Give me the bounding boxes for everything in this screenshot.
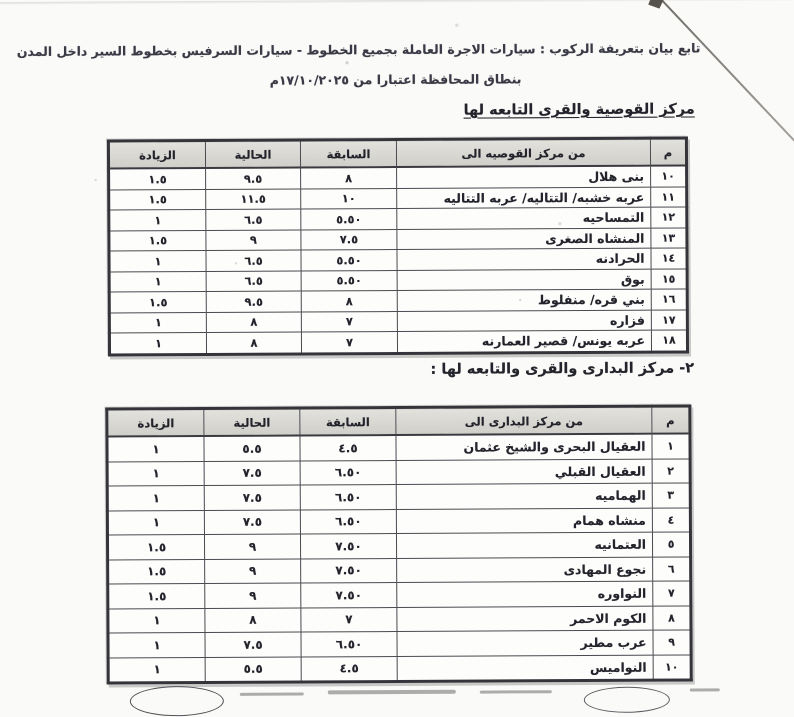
row-number-cell: ١١ xyxy=(651,186,687,207)
row-number-cell: ٨ xyxy=(653,605,691,630)
previous-fare-cell: ٤.٥ xyxy=(301,656,397,682)
route-name-cell: الهماميه xyxy=(396,483,652,509)
increase-cell: ١ xyxy=(109,332,206,354)
table-header-row xyxy=(107,406,690,437)
row-number-cell: ١٠ xyxy=(653,654,691,680)
increase-cell: ١ xyxy=(109,250,206,271)
increase-cell: ١ xyxy=(108,657,205,683)
header-increase: الزيادة xyxy=(107,409,204,437)
row-number-cell: ١٠ xyxy=(651,165,687,186)
table-row xyxy=(107,433,690,461)
increase-cell: ١ xyxy=(109,312,206,333)
row-number-cell: ٢ xyxy=(652,458,690,483)
section2-title: ٢- مركز البدارى والقرى والتابعه لها : xyxy=(430,360,695,378)
table-row xyxy=(109,165,687,189)
table-row xyxy=(107,532,690,560)
route-name-cell: بنى هلال xyxy=(397,166,651,188)
route-name-cell: المنشاه الصغرى xyxy=(397,228,651,250)
previous-fare-cell: ٧ xyxy=(301,331,397,353)
clipped-text-fragment xyxy=(328,690,456,694)
previous-fare-cell: ٧ xyxy=(301,607,397,632)
route-name-cell: النواوره xyxy=(397,581,653,607)
previous-fare-cell: ٤.٥ xyxy=(300,435,396,461)
header-num: م xyxy=(652,406,690,434)
clipped-text-fragment xyxy=(240,692,304,695)
previous-fare-cell: ٨ xyxy=(301,290,397,311)
previous-fare-cell: ٧.٥٠ xyxy=(301,583,397,608)
header-increase: الزيادة xyxy=(108,141,205,169)
row-number-cell: ٦ xyxy=(653,556,691,581)
row-number-cell: ٣ xyxy=(652,483,690,508)
current-fare-cell: ٩ xyxy=(205,583,301,608)
increase-cell: ١.٥ xyxy=(109,291,206,312)
route-name-cell: عرب مطير xyxy=(397,630,653,656)
fare-table-badari xyxy=(105,404,692,684)
previous-fare-cell: ٧.٥ xyxy=(301,229,397,250)
current-fare-cell: ٩ xyxy=(204,534,300,559)
row-number-cell: ١٦ xyxy=(651,289,687,310)
previous-fare-cell: ٦.٥٠ xyxy=(301,632,397,657)
row-number-cell: ٤ xyxy=(652,507,690,532)
route-name-cell: بني قره/ منفلوط xyxy=(397,289,651,311)
increase-cell: ١.٥ xyxy=(109,189,206,210)
current-fare-cell: ٦.٥ xyxy=(206,209,301,230)
row-number-cell: ١٥ xyxy=(651,268,687,289)
current-fare-cell: ٧.٥ xyxy=(204,485,300,510)
previous-fare-cell: ١٠ xyxy=(301,188,397,209)
route-name-cell: التمساحيه xyxy=(397,207,651,229)
page-fold-line xyxy=(655,0,794,152)
clipped-text-fragment xyxy=(690,688,720,691)
row-number-cell: ١٢ xyxy=(651,207,687,228)
current-fare-cell: ٩ xyxy=(205,559,301,584)
corner-ink-mark xyxy=(648,0,664,9)
route-name-cell: نجوع المهادى xyxy=(397,557,653,583)
header-route: من مركز البدارى الى xyxy=(396,406,652,435)
document-title-line2: بنطاق المحافظة اعتبارا من ١٧/١٠/٢٠٢٥م xyxy=(269,71,522,88)
route-name-cell: عربه خشبه/ التتاليه/ عربه التتاليه xyxy=(397,187,651,209)
table-row xyxy=(107,483,690,511)
header-route: من مركز القوصيه الى xyxy=(396,138,650,167)
previous-fare-cell: ٧.٥٠ xyxy=(301,558,397,583)
route-name-cell: النواميس xyxy=(397,655,653,682)
route-name-cell: الكوم الاحمر xyxy=(397,606,653,632)
row-number-cell: ٥ xyxy=(652,532,690,557)
previous-fare-cell: ٧ xyxy=(301,311,397,332)
route-name-cell: العتمانيه xyxy=(396,532,652,558)
current-fare-cell: ٧.٥ xyxy=(204,510,300,535)
table-row xyxy=(108,654,691,683)
header-num: م xyxy=(650,138,686,166)
route-name-cell: العقيال القبلي xyxy=(396,459,652,485)
header-previous-fare: السابقة xyxy=(300,408,396,436)
route-name-cell: عربه يونس/ قصير العمارنه xyxy=(397,330,651,353)
current-fare-cell: ٨ xyxy=(206,332,301,354)
previous-fare-cell: ٦.٥٠ xyxy=(300,460,396,485)
current-fare-cell: ١١.٥ xyxy=(206,189,301,210)
previous-fare-cell: ٥.٥٠ xyxy=(301,270,397,291)
header-previous-fare: السابقة xyxy=(300,140,396,168)
scan-edge-shadow xyxy=(0,0,792,5)
route-name-cell: منشاه همام xyxy=(396,508,652,534)
table-row xyxy=(107,507,690,535)
route-name-cell: الحرادنه xyxy=(397,248,651,270)
increase-cell: ١.٥ xyxy=(107,535,204,560)
row-number-cell: ١ xyxy=(652,433,690,458)
increase-cell: ١.٥ xyxy=(108,559,205,584)
row-number-cell: ٩ xyxy=(653,630,691,655)
route-name-cell: بوق xyxy=(397,269,651,291)
table-row xyxy=(108,556,691,584)
increase-cell: ١.٥ xyxy=(109,230,206,251)
row-number-cell: ١٤ xyxy=(651,248,687,269)
previous-fare-cell: ٧.٥٠ xyxy=(300,534,396,559)
table-row xyxy=(108,581,691,609)
current-fare-cell: ٨ xyxy=(205,608,301,633)
handwritten-circle-mark xyxy=(130,686,224,716)
row-number-cell: ١٧ xyxy=(651,309,687,330)
table-row xyxy=(108,630,691,658)
current-fare-cell: ٩ xyxy=(206,230,301,251)
previous-fare-cell: ٨ xyxy=(301,167,397,189)
increase-cell: ١ xyxy=(109,271,206,292)
table-row xyxy=(107,458,690,486)
document-title-line1: تابع بيان بتعريفة الركوب : سيارات الاجرة العاملة بجميع الخطوط - سيارات السرفيس بخطوط السير داخل المدن xyxy=(16,40,701,59)
increase-cell: ١ xyxy=(107,436,204,462)
table-row xyxy=(109,330,687,355)
previous-fare-cell: ٥.٥٠ xyxy=(301,249,397,270)
row-number-cell: ١٣ xyxy=(651,227,687,248)
fare-table-qusiya xyxy=(107,136,689,356)
increase-cell: ١ xyxy=(108,608,205,633)
route-name-cell: فزاره xyxy=(397,310,651,332)
previous-fare-cell: ٦.٥٠ xyxy=(300,485,396,510)
increase-cell: ١ xyxy=(108,633,205,658)
table-row xyxy=(108,605,691,633)
current-fare-cell: ٧.٥ xyxy=(204,461,300,486)
previous-fare-cell: ٥.٥٠ xyxy=(301,208,397,229)
handwritten-circle-mark xyxy=(584,687,670,713)
previous-fare-cell: ٦.٥٠ xyxy=(300,509,396,534)
current-fare-cell: ٦.٥ xyxy=(206,271,301,292)
header-current-fare: الحالية xyxy=(205,140,300,168)
current-fare-cell: ٧.٥ xyxy=(205,632,301,657)
current-fare-cell: ٨ xyxy=(206,312,301,333)
current-fare-cell: ٩.٥ xyxy=(206,168,301,189)
header-current-fare: الحالية xyxy=(204,408,300,436)
increase-cell: ١ xyxy=(107,510,204,535)
row-number-cell: ٧ xyxy=(653,581,691,606)
current-fare-cell: ٦.٥ xyxy=(206,250,301,271)
increase-cell: ١ xyxy=(107,461,204,486)
increase-cell: ١ xyxy=(107,486,204,511)
increase-cell: ١.٥ xyxy=(109,168,206,190)
clipped-text-fragment xyxy=(480,690,552,693)
increase-cell: ١.٥ xyxy=(108,584,205,609)
section1-title: مركز القوصية والقرى التابعه لها xyxy=(463,101,695,119)
row-number-cell: ١٨ xyxy=(651,330,687,352)
increase-cell: ١ xyxy=(109,209,206,230)
current-fare-cell: ٥.٥ xyxy=(204,436,300,462)
current-fare-cell: ٩.٥ xyxy=(206,291,301,312)
route-name-cell: العقيال البحرى والشيخ عثمان xyxy=(396,434,652,460)
current-fare-cell: ٥.٥ xyxy=(205,657,301,683)
table-header-row xyxy=(108,138,686,169)
